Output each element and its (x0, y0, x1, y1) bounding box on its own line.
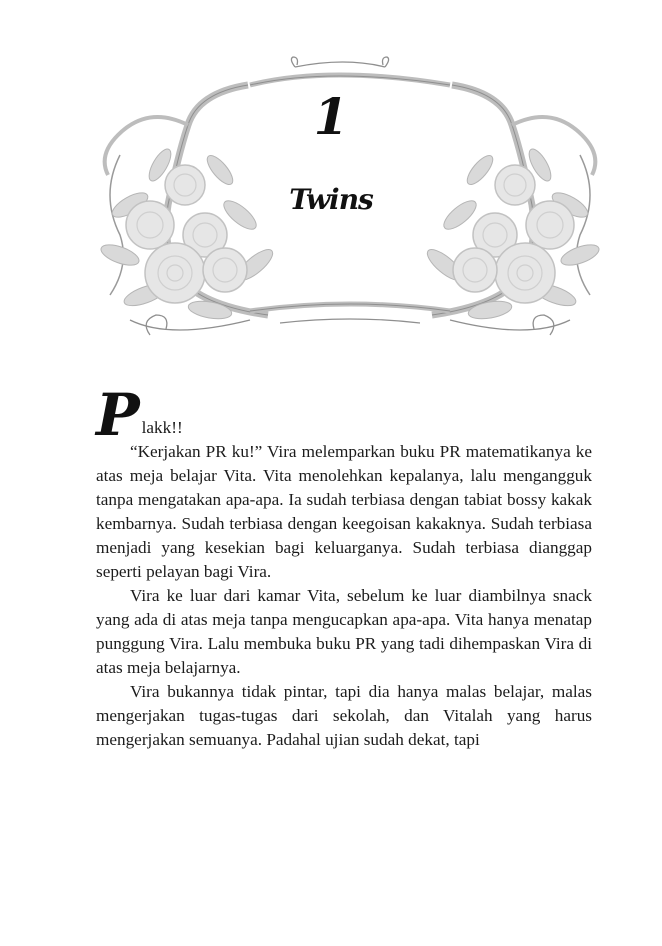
right-rose-cluster (423, 146, 602, 322)
chapter-body (96, 381, 592, 752)
opening-word: lakk!! (141, 418, 183, 437)
bottom-flourish (250, 304, 450, 323)
paragraph-2: Vira ke luar dari kamar Vita, sebelum ke luar diambilnya snack yang ada di atas meja tanpa mengucapkan apa-apa. Vita hanya menatap punggung Vira. Lalu membuka buku PR yang tadi dihempaskan Vira di atas meja belajarnya. (96, 586, 592, 677)
paragraph-1: “Kerjakan PR ku!” Vira melemparkan buku PR matematikanya ke atas meja belajar Vita. Vita menolehkan kepalanya, lalu mengangguk tanpa mengatakan apa-apa. Ia sudah terbiasa dengan tabiat bossy kakak kembarnya. Sudah terbiasa dengan keegoisan kakaknya. Sudah terbiasa menjadi yang kesekian bagi keluarganya. Sudah terbiasa dianggap seperti pelayan bagi Vira. (96, 442, 592, 581)
chapter-title: Twins (289, 183, 373, 216)
chapter-number: 1 (313, 87, 349, 146)
top-flourish (250, 57, 450, 85)
paragraph-3: Vira bukannya tidak pintar, tapi dia hanya malas belajar, malas mengerjakan tugas-tugas dari sekolah, dan Vitalah yang harus mengerjakan semuanya. Padahal ujian sudah dekat, tapi (96, 682, 592, 749)
left-rose-cluster (98, 146, 277, 322)
opening-line (96, 381, 592, 449)
drop-cap: P (96, 381, 140, 449)
